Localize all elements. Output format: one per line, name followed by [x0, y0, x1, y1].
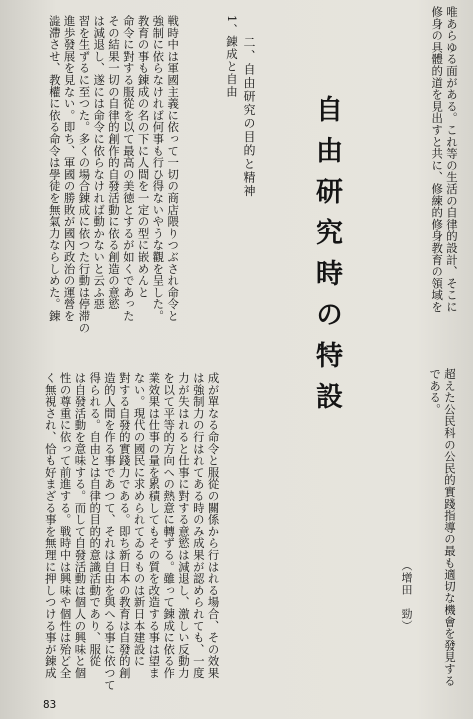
- text-line: 超えた公民科の公民的實踐指導の最も適切な機會を發見する: [443, 368, 457, 687]
- text-line: 造的人間を作る事であつて、それは自由を與へる事に依つて: [102, 372, 117, 691]
- text-line: 成が單なる命令と服從の關係から行はれる場合、その效果: [206, 372, 221, 679]
- text-line: を以て平等的方向への熱意に轉ずる。雖って錬成に依る作: [162, 372, 177, 679]
- text-line: 得られる。自由とは自律的目的的意識活動であり、服從: [88, 372, 103, 667]
- text-line: 強制に依らなければ何事も行ひ得ないやうな觀を呈した。: [151, 15, 166, 322]
- section-heading: 二、自由研究の目的と精神: [242, 36, 256, 198]
- text-line: 戦時中は軍國主義に依って一切の商店隈りつぶされ命令と: [166, 15, 181, 322]
- article-title: 自由研究時の特設: [311, 95, 342, 423]
- lower-left-text-column: [43, 372, 221, 694]
- upper-left-text-column: [47, 15, 180, 370]
- text-line: 教育の事も錬成の名の下に人間を一定の型に嵌めんと: [136, 15, 151, 299]
- text-line: 習を生ずるに至つた。多くの場合錬成に依つた行動は停滞の: [77, 15, 92, 334]
- text-line: 唯あらゆる面がある。これ等の生活の自律的設計、そこに: [445, 6, 459, 313]
- text-line: 進歩發展を見ない。即ち、軍國の勝敗が國內政治の運營を: [62, 15, 77, 322]
- text-line: 修身の具體的道を見出すと共に、修練的修身教育の領域を: [430, 6, 445, 313]
- text-line: は自發活動を意味する。而して自發活動は個人の興味と個: [73, 372, 88, 679]
- text-line: は減退し、遂には命令に依らなければ動かないと云ふ惡: [92, 15, 107, 310]
- subheading: 1、錬成と自由: [225, 15, 239, 98]
- text-line: は強制力の行はれてある時のみ成果が認められても、一度: [191, 372, 206, 679]
- top-right-text-column: [429, 6, 459, 336]
- lower-right-text-column: [427, 368, 457, 693]
- page-number: 83: [43, 698, 57, 711]
- text-line: 命令に對する服從を以て最高の美徳とするが如くであった: [121, 15, 136, 322]
- text-line: 力が失はれると仕事に對する意慾は減退し、激しい反動力: [176, 372, 191, 679]
- text-line: 性の尊重に依って前進する。戦時中は興味や個性は殆ど全: [58, 372, 73, 679]
- text-line: く無視され、恰も好まざる事を無理に押しつける事が錬成: [43, 372, 58, 679]
- text-line: 業效果は仕事の量を累積してもその質を改造する事は望ま: [147, 372, 162, 679]
- text-line: 對する自發的實踐力である。即ち新日本の教育は自發的創: [117, 372, 132, 679]
- text-line: 澁滯させ、教權に依る命令は學徒を無氣力ならしめた。錬: [47, 15, 62, 322]
- text-line: ない。現代の國民に求められてゐるものは新日本建設に: [132, 372, 147, 667]
- author-credit: （增田 勁）: [400, 560, 413, 632]
- text-line: である。: [428, 368, 443, 416]
- text-line: その結果一切の自律的創作的自發活動に依る創造の意慾: [106, 15, 121, 310]
